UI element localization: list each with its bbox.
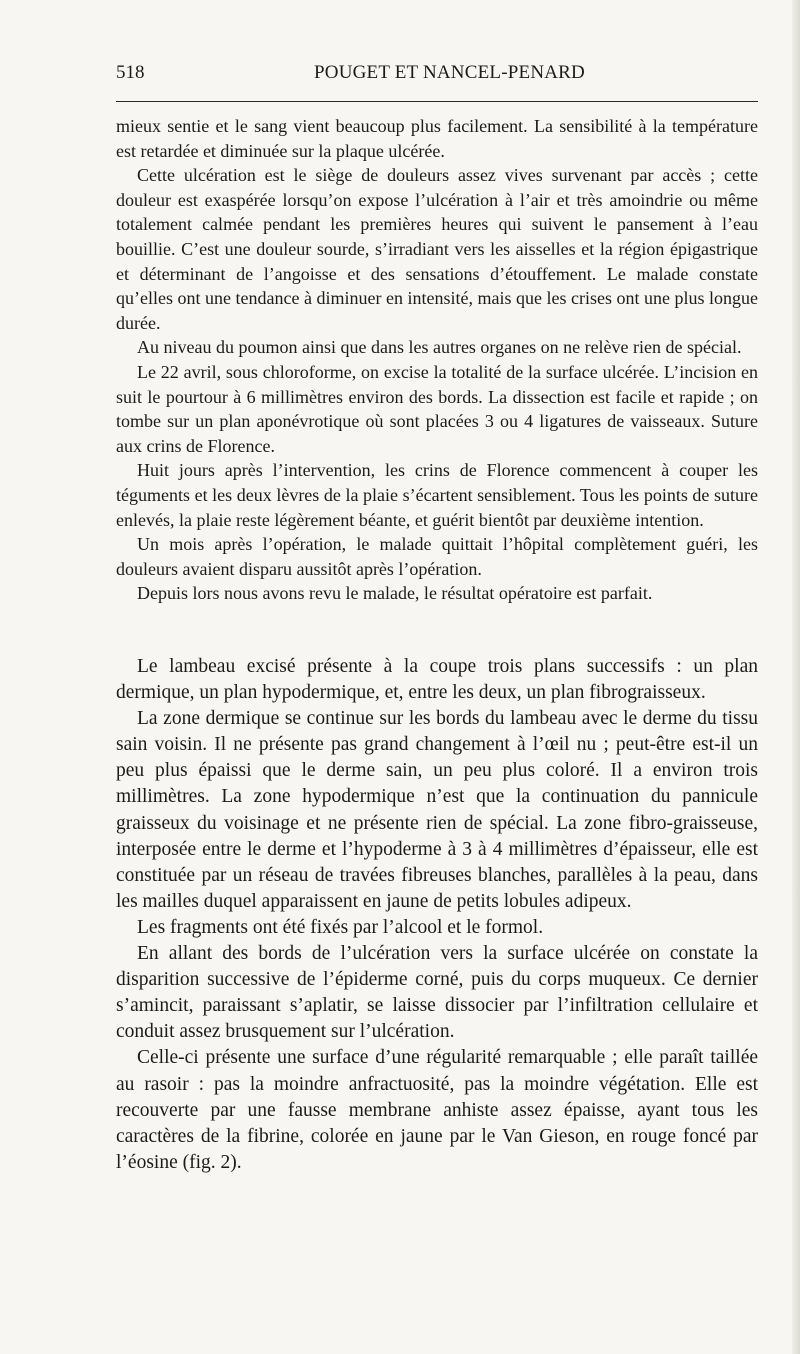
case-report-section	[116, 114, 758, 606]
paragraph: Les fragments ont été fixés par l’alcool et le formol.	[137, 916, 544, 938]
paragraph: Depuis lors nous avons revu le malade, le résultat opératoire est parfait.	[137, 583, 653, 604]
header-rule	[116, 101, 758, 102]
paragraph: Le 22 avril, sous chloroforme, on excise la totalité de la surface ulcérée. L’incision en suit le pourtour à 6 millimètres environ des bords. La dissection est facile et rapide ; on tombe sur un plan aponévrotique où sont placées 3 ou 4 ligatures de vaisseaux. Suture aux crins de Florence.	[116, 361, 758, 456]
paragraph: Cette ulcération est le siège de douleurs assez vives survenant par accès ; cette douleur est exaspérée lorsqu’on expose l’ulcération à l’air et très amoindrie ou même totalement calmée pendant les premières heures qui suivent le pansement à l’eau bouillie. C’est une douleur sourde, s’irradiant vers les aisselles et la région épigastrique et déterminant de l’angoisse et des sensations d’étouffement. Le malade constate qu’elles ont une tendance à diminuer en intensité, mais que les crises ont une plus longue durée.	[116, 165, 758, 333]
anatomy-section	[116, 654, 758, 1176]
paragraph: Le lambeau excisé présente à la coupe trois plans successifs : un plan dermique, un plan hypodermique, et, entre les deux, un plan fibrograisseux.	[116, 656, 758, 704]
paragraph: En allant des bords de l’ulcération vers la surface ulcérée on constate la disparition successive de l’épiderme corné, puis du corps muqueux. Ce dernier s’amincit, paraissant s’aplatir, se laisse dissocier par l’infiltration cellulaire et conduit assez brusquement sur l’ulcération.	[116, 943, 758, 1043]
paragraph: mieux sentie et le sang vient beaucoup plus facilement. La sensibilité à la température est retardée et diminuée sur la plaque ulcérée.	[116, 116, 758, 161]
paragraph: Un mois après l’opération, le malade quittait l’hôpital complètement guéri, les douleurs avaient disparu aussitôt après l’opération.	[116, 534, 758, 579]
paragraph: La zone dermique se continue sur les bords du lambeau avec le derme du tissu sain voisin. Il ne présente pas grand changement à l’œil nu ; peut-être est-il un peu plus épaissi que le derme sain, un peu plus coloré. Il a environ trois millimètres. La zone hypodermique n’est que la continuation du pannicule graisseux du voisinage et ne présente rien de spécial. La zone fibro-graisseuse, interposée entre le derme et l’hypoderme à 3 à 4 millimètres d’épaisseur, elle est constituée par un réseau de travées fibreuses blanches, parallèles à la peau, dans les mailles duquel apparaissent en jaune de petits lobules adipeux.	[116, 708, 758, 912]
running-title: POUGET ET NANCEL-PENARD	[314, 62, 585, 83]
paragraph: Celle-ci présente une surface d’une régularité remarquable ; elle paraît taillée au rasoir : pas la moindre anfractuosité, pas la moindre végétation. Elle est recouverte par une fausse membrane anhiste assez épaisse, ayant tous les caractères de la fibrine, colorée en jaune par le Van Gieson, en rouge foncé par l’éosine (fig. 2).	[116, 1047, 758, 1173]
running-header	[116, 62, 760, 90]
page-edge	[792, 0, 800, 1354]
page-number: 518	[116, 62, 145, 83]
paragraph: Huit jours après l’intervention, les crins de Florence commencent à couper les téguments et les deux lèvres de la plaie s’écartent sensiblement. Tous les points de suture enlevés, la plaie reste légèrement béante, et guérit bientôt par deuxième intention.	[116, 460, 758, 530]
paragraph: Au niveau du poumon ainsi que dans les autres organes on ne relève rien de spécial.	[137, 337, 742, 358]
